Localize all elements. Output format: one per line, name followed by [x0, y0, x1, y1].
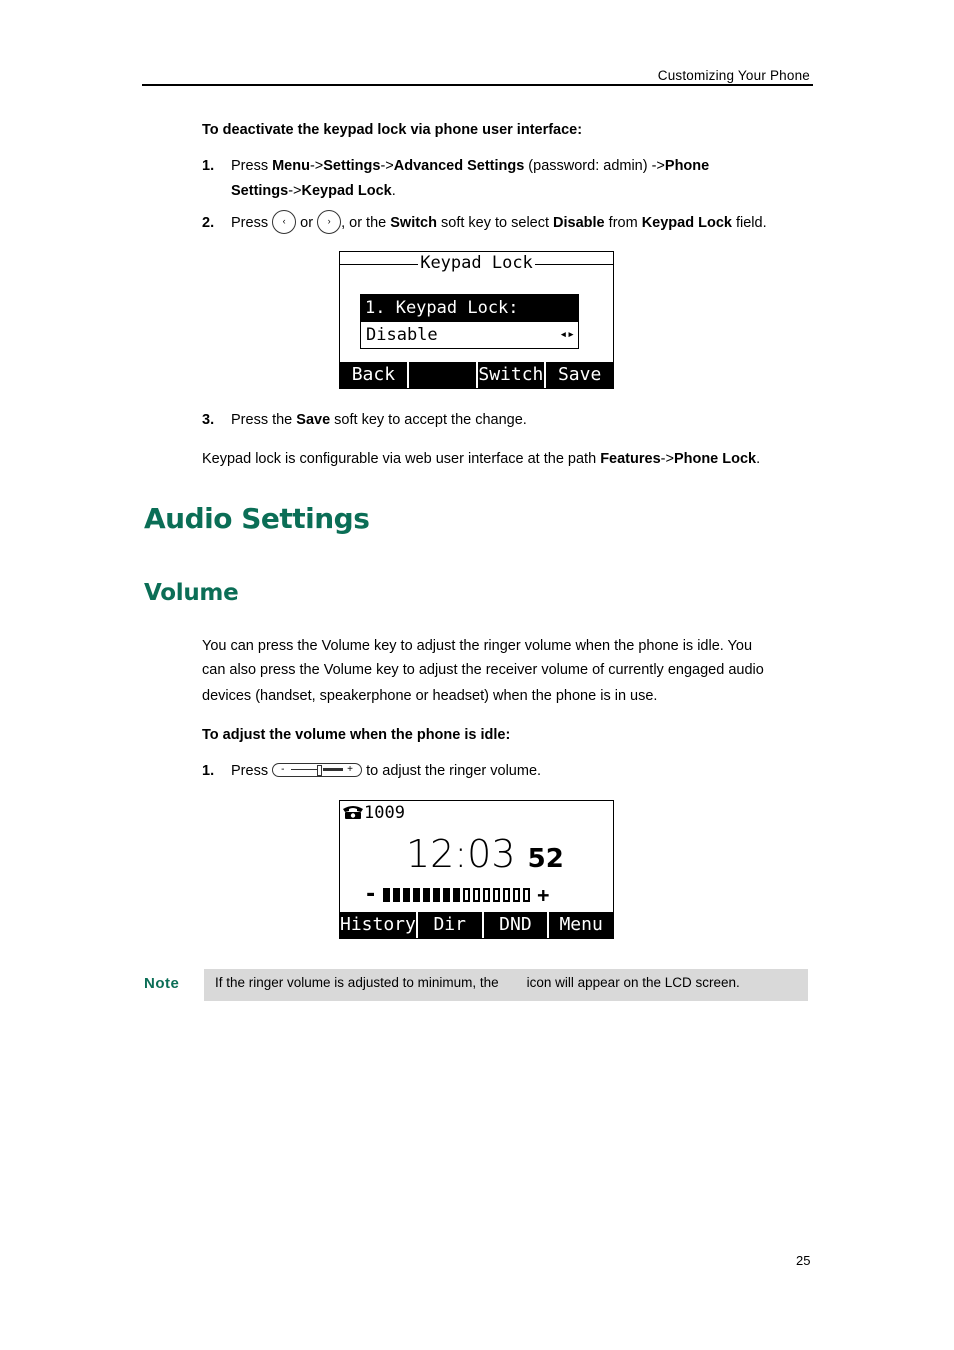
volume-segment-empty — [493, 888, 500, 902]
menu-path-menu: Menu — [272, 158, 310, 174]
volume-key-icon: - + — [272, 763, 362, 777]
lcd-account-line — [342, 803, 405, 823]
softkey-dnd: DND — [482, 912, 548, 938]
softkey-empty — [407, 362, 476, 388]
volume-para-line-3: devices (handset, speakerphone or headset) when the phone is in use. — [202, 688, 658, 704]
volume-segment-filled — [383, 888, 390, 902]
softkey-name-switch: Switch — [390, 214, 437, 231]
note-label: Note — [144, 975, 180, 992]
step-1-line-2: Settings->Keypad Lock. — [231, 183, 396, 199]
volume-plus-icon: + — [537, 883, 550, 907]
subsection-title-volume: Volume — [144, 580, 239, 606]
step-number: 1. — [202, 158, 215, 174]
volume-segment-empty — [483, 888, 490, 902]
section-title-audio-settings: Audio Settings — [144, 502, 370, 535]
lcd-clock — [406, 829, 564, 884]
volume-para-line-1: You can press the Volume key to adjust the ringer volume when the phone is idle. You — [202, 638, 753, 654]
volume-segment-filled — [433, 888, 440, 902]
softkey-switch: Switch — [476, 362, 545, 388]
volume-segment-filled — [403, 888, 410, 902]
volume-segment-empty — [513, 888, 520, 902]
volume-segment-empty — [503, 888, 510, 902]
softkey-dir: Dir — [416, 912, 482, 938]
lcd-screen-keypad-lock — [339, 251, 614, 389]
softkey-menu: Menu — [547, 912, 613, 938]
note-box — [204, 969, 808, 1001]
volume-para-line-2: can also press the Volume key to adjust the receiver volume of currently engaged audio — [202, 662, 764, 678]
volume-segment-filled — [423, 888, 430, 902]
volume-segment-filled — [393, 888, 400, 902]
lcd-seconds: 52 — [527, 844, 564, 874]
right-navigation-key-icon: › — [317, 210, 341, 234]
telephone-icon — [342, 804, 364, 820]
volume-segment-empty — [463, 888, 470, 902]
menu-path-advanced-settings: Advanced Settings — [393, 158, 525, 174]
softkey-back: Back — [351, 364, 396, 385]
header-rule — [142, 84, 813, 86]
softkey-name-save: Save — [296, 412, 331, 428]
web-config-note: Keypad lock is configurable via web user interface at the path Features->Phone Lock. — [202, 451, 761, 467]
lcd-volume-bar — [364, 882, 550, 907]
step-3: 3. Press the Save soft key to accept the change. — [202, 412, 527, 428]
path-phone-lock: Phone Lock — [673, 451, 757, 467]
lcd-title: Keypad Lock — [420, 253, 533, 273]
lcd-softkey-bar — [340, 362, 613, 388]
lcd-account-number: 1009 — [364, 803, 405, 823]
volume-segment-filled — [443, 888, 450, 902]
volume-segment-empty — [473, 888, 480, 902]
step-number: 2. — [202, 214, 215, 231]
step-2: 2. Press ‹ or › , or the Switch soft key to select Disable from Keypad Lock field. — [202, 211, 767, 235]
procedure-heading-volume: To adjust the volume when the phone is idle: — [202, 727, 511, 743]
volume-segment-empty — [523, 888, 530, 902]
procedure-heading-keypad-unlock: To deactivate the keypad lock via phone user interface: — [202, 122, 583, 138]
page-number: 25 — [796, 1253, 811, 1268]
note-text: If the ringer volume is adjusted to minimum, the icon will appear on the LCD screen. — [215, 975, 740, 990]
volume-minus-icon: - — [364, 882, 378, 907]
lcd-item-value: Disable — [366, 325, 438, 345]
path-features: Features — [600, 451, 661, 467]
step-number: 1. — [202, 763, 215, 779]
menu-path-phone-settings: Settings — [231, 183, 289, 199]
lcd-softkey-bar — [340, 912, 613, 938]
softkey-history: History — [340, 914, 416, 935]
menu-path-phone: Phone — [664, 158, 710, 174]
menu-path-settings: Settings — [323, 158, 381, 174]
left-navigation-key-icon: ‹ — [272, 210, 296, 234]
volume-step-1: 1. Press - + to adjust the ringer volume. — [202, 763, 542, 779]
lcd-time: 12:03 — [406, 832, 516, 876]
lcd-item-label: 1. Keypad Lock: — [361, 295, 578, 322]
softkey-save: Save — [544, 362, 613, 388]
step-number: 3. — [202, 412, 215, 428]
running-header: Customizing Your Phone — [657, 68, 810, 83]
volume-segment-filled — [453, 888, 460, 902]
left-right-arrows-icon: ◂▸ — [559, 327, 575, 342]
lcd-list-item — [360, 294, 579, 349]
menu-path-keypad-lock: Keypad Lock — [301, 183, 392, 199]
volume-segments — [383, 888, 533, 902]
volume-segment-filled — [413, 888, 420, 902]
step-1-line-1: 1. Press Menu->Settings->Advanced Settings (password: admin) ->Phone — [202, 158, 710, 174]
field-keypad-lock: Keypad Lock — [641, 214, 732, 231]
value-disable: Disable — [553, 214, 605, 231]
lcd-screen-idle — [339, 800, 614, 939]
